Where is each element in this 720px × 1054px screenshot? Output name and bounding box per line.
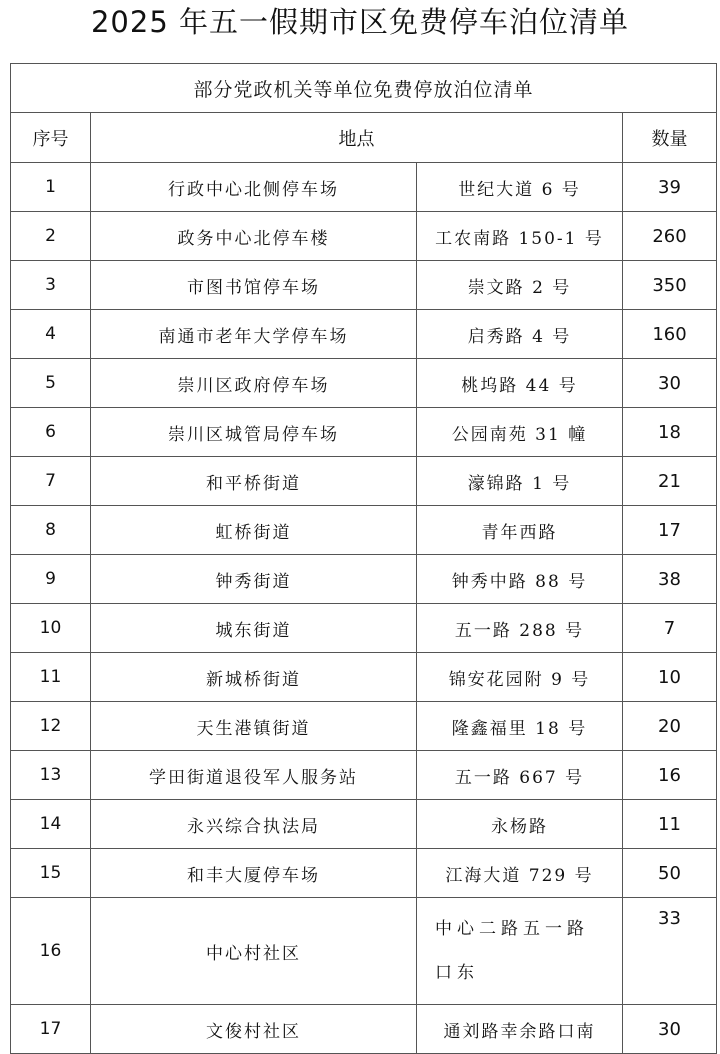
row-location-name: 崇川区政府停车场 (91, 359, 417, 408)
row-number: 16 (11, 898, 91, 1005)
table-caption: 部分党政机关等单位免费停放泊位清单 (11, 64, 717, 113)
header-no: 序号 (11, 113, 91, 163)
header-location: 地点 (91, 113, 623, 163)
header-count: 数量 (623, 113, 717, 163)
row-location-name: 政务中心北停车楼 (91, 212, 417, 261)
table-row (11, 163, 717, 212)
row-number: 5 (11, 359, 91, 408)
row-count: 350 (623, 261, 717, 310)
row-number: 13 (11, 751, 91, 800)
row-location-name: 行政中心北侧停车场 (91, 163, 417, 212)
table-caption-row (11, 64, 717, 113)
row-location-name: 文俊村社区 (91, 1005, 417, 1054)
row-count: 39 (623, 163, 717, 212)
row-number: 14 (11, 800, 91, 849)
table-row (11, 604, 717, 653)
row-address: 隆鑫福里 18 号 (417, 702, 623, 751)
table-row (11, 457, 717, 506)
parking-list-table (10, 63, 717, 1054)
table-row (11, 1005, 717, 1054)
row-count: 17 (623, 506, 717, 555)
row-address: 濠锦路 1 号 (417, 457, 623, 506)
row-count: 7 (623, 604, 717, 653)
row-count: 11 (623, 800, 717, 849)
row-count: 38 (623, 555, 717, 604)
row-location-name: 中心村社区 (91, 898, 417, 1005)
row-number: 3 (11, 261, 91, 310)
row-count: 33 (623, 898, 717, 1005)
row-number: 1 (11, 163, 91, 212)
row-number: 17 (11, 1005, 91, 1054)
row-address: 五一路 288 号 (417, 604, 623, 653)
row-count: 260 (623, 212, 717, 261)
table-row (11, 212, 717, 261)
row-location-name: 崇川区城管局停车场 (91, 408, 417, 457)
row-location-name: 城东街道 (91, 604, 417, 653)
row-address: 启秀路 4 号 (417, 310, 623, 359)
row-location-name: 南通市老年大学停车场 (91, 310, 417, 359)
row-location-name: 和平桥街道 (91, 457, 417, 506)
table-row (11, 751, 717, 800)
row-address: 工农南路 150-1 号 (417, 212, 623, 261)
row-location-name: 虹桥街道 (91, 506, 417, 555)
row-address: 世纪大道 6 号 (417, 163, 623, 212)
row-count: 160 (623, 310, 717, 359)
table-row (11, 359, 717, 408)
row-address: 崇文路 2 号 (417, 261, 623, 310)
row-address: 锦安花园附 9 号 (417, 653, 623, 702)
row-number: 4 (11, 310, 91, 359)
row-number: 11 (11, 653, 91, 702)
table-row (11, 506, 717, 555)
table-row (11, 702, 717, 751)
row-address: 江海大道 729 号 (417, 849, 623, 898)
row-number: 6 (11, 408, 91, 457)
row-address: 五一路 667 号 (417, 751, 623, 800)
row-address: 通刘路幸余路口南 (417, 1005, 623, 1054)
row-count: 21 (623, 457, 717, 506)
row-count: 18 (623, 408, 717, 457)
row-number: 10 (11, 604, 91, 653)
table-row (11, 653, 717, 702)
row-address: 中心二路五一路口东 (417, 898, 623, 1005)
row-location-name: 和丰大厦停车场 (91, 849, 417, 898)
table-header-row (11, 113, 717, 163)
row-address: 桃坞路 44 号 (417, 359, 623, 408)
row-location-name: 天生港镇街道 (91, 702, 417, 751)
row-count: 50 (623, 849, 717, 898)
row-count: 10 (623, 653, 717, 702)
table-row (11, 408, 717, 457)
row-address: 青年西路 (417, 506, 623, 555)
row-count: 20 (623, 702, 717, 751)
row-location-name: 钟秀街道 (91, 555, 417, 604)
page-title: 2025 年五一假期市区免费停车泊位清单 (90, 5, 630, 39)
table-body (11, 64, 717, 1054)
row-location-name: 新城桥街道 (91, 653, 417, 702)
table-row (11, 898, 717, 1005)
row-count: 30 (623, 359, 717, 408)
table-row (11, 261, 717, 310)
table-row (11, 310, 717, 359)
row-address: 永杨路 (417, 800, 623, 849)
row-number: 12 (11, 702, 91, 751)
table-row (11, 800, 717, 849)
row-count: 16 (623, 751, 717, 800)
row-number: 7 (11, 457, 91, 506)
row-count: 30 (623, 1005, 717, 1054)
row-number: 15 (11, 849, 91, 898)
row-number: 9 (11, 555, 91, 604)
row-number: 2 (11, 212, 91, 261)
table-row (11, 555, 717, 604)
row-address: 钟秀中路 88 号 (417, 555, 623, 604)
row-number: 8 (11, 506, 91, 555)
row-location-name: 学田街道退役军人服务站 (91, 751, 417, 800)
row-address: 公园南苑 31 幢 (417, 408, 623, 457)
row-location-name: 永兴综合执法局 (91, 800, 417, 849)
row-location-name: 市图书馆停车场 (91, 261, 417, 310)
table-row (11, 849, 717, 898)
